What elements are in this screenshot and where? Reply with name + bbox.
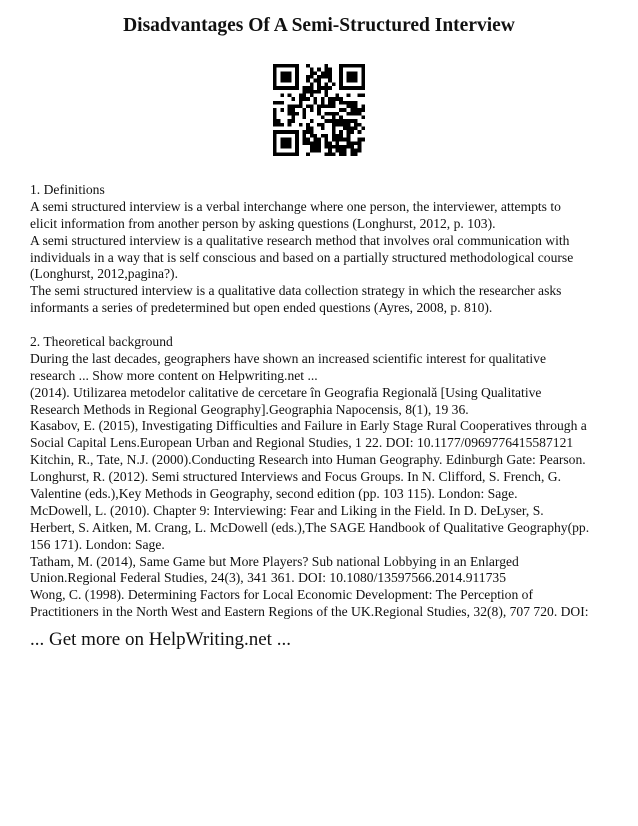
paragraph-line: During the last decades, geographers have shown an increased scientific interest for qualitative: [30, 350, 546, 366]
paragraph-gap: [30, 317, 630, 334]
paragraph-line: (Longhurst, 2012,pagina?).: [30, 266, 178, 282]
paragraph-line: A semi structured interview is a qualitative research method that involves oral communication with: [30, 232, 570, 248]
paragraph-line: research ... Show more content on Helpwriting.net ...: [30, 367, 318, 383]
paragraph-line: elicit information from another person by asking questions (Longhurst, 2012, p. 103).: [30, 215, 496, 231]
article-body: [30, 182, 630, 621]
reference-line: 156 171). London: Sage.: [30, 536, 165, 552]
paragraph-line: informants a series of predetermined but open ended questions (Ayres, 2008, p. 810).: [30, 300, 493, 316]
reference-line: Tatham, M. (2014), Same Game but More Players? Sub national Lobbying in an Enlarged: [30, 553, 519, 569]
reference-line: Wong, C. (1998). Determining Factors for Local Economic Development: The Perception of: [30, 587, 534, 603]
reference-line: Research Methods in Regional Geography].Geographia Napocensis, 8(1), 19 36.: [30, 401, 469, 417]
paragraph-line: The semi structured interview is a qualitative data collection strategy in which the researcher asks: [30, 283, 562, 299]
page-title: Disadvantages Of A Semi-Structured Interview: [123, 15, 515, 36]
reference-line: Practitioners in the North West and Eastern Regions of the UK.Regional Studies, 32(8), 707 720. DOI:: [30, 604, 589, 620]
reference-line: Union.Regional Federal Studies, 24(3), 341 361. DOI: 10.1080/13597566.2014.911735: [30, 570, 506, 586]
section-heading-theoretical-background: 2. Theoretical background: [30, 334, 173, 350]
reference-line: Social Capital Lens.European Urban and Regional Studies, 1 22. DOI: 10.1177/0969776415587121: [30, 435, 574, 451]
reference-line: Herbert, S. Aitken, M. Crang, L. McDowell (eds.),The SAGE Handbook of Qualitative Geography(pp.: [30, 519, 590, 535]
paragraph-line: A semi structured interview is a verbal interchange where one person, the interviewer, attempts to: [30, 198, 561, 214]
section-heading-definitions: 1. Definitions: [30, 182, 105, 197]
reference-line: Longhurst, R. (2012). Semi structured Interviews and Focus Groups. In N. Clifford, S. French, G.: [30, 469, 561, 485]
paragraph-line: individuals in a way that is self conscious and based on a partially structured methodological course: [30, 249, 574, 265]
reference-line: Kasabov, E. (2015), Investigating Difficulties and Failure in Early Stage Rural Cooperatives through a: [30, 418, 587, 434]
reference-line: (2014). Utilizarea metodelor calitative de cercetare în Geografia Regională [Using Qualitative: [30, 384, 542, 400]
reference-line: McDowell, L. (2010). Chapter 9: Interviewing: Fear and Liking in the Field. In D. DeLyser, S.: [30, 502, 544, 518]
reference-line: Kitchin, R., Tate, N.J. (2000).Conducting Research into Human Geography. Edinburgh Gate: Pearson.: [30, 452, 586, 468]
reference-line: Valentine (eds.),Key Methods in Geography, second edition (pp. 103 115). London: Sage.: [30, 486, 518, 502]
get-more-link[interactable]: ... Get more on HelpWriting.net ...: [30, 629, 291, 650]
qr-code-icon: [273, 64, 365, 156]
